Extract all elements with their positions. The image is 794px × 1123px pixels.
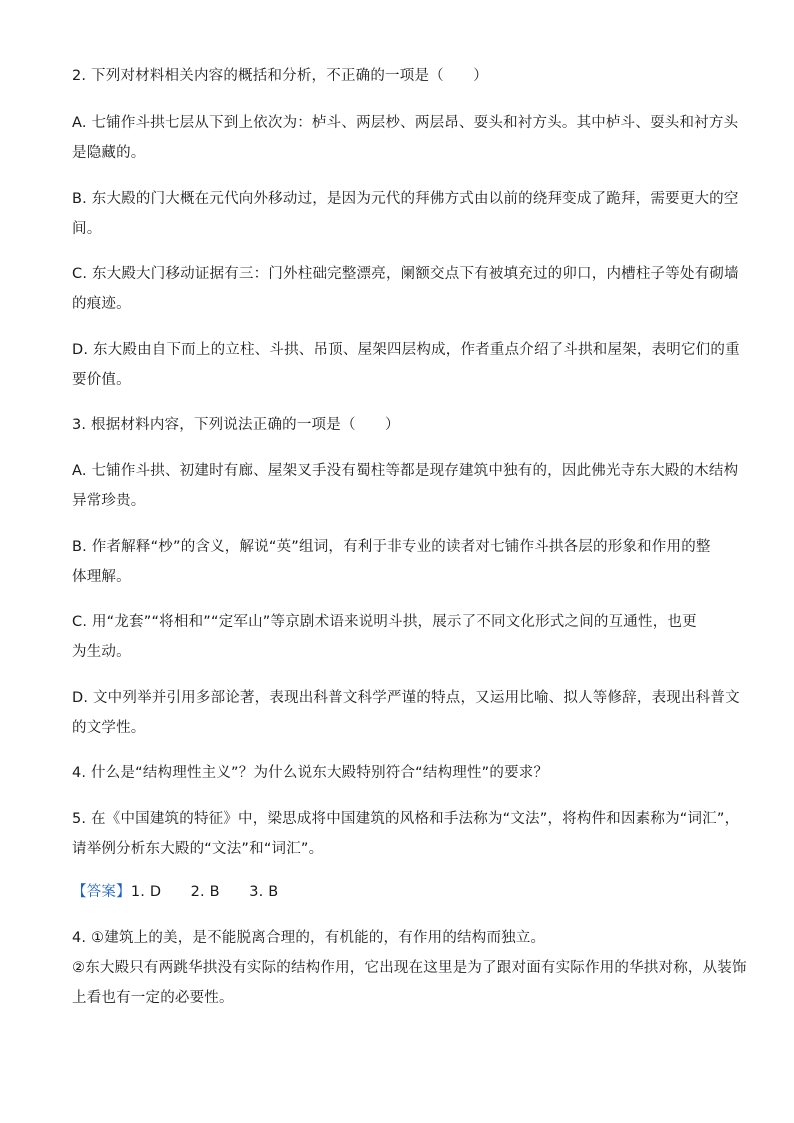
- q2-option-d-line2: 要价值。: [72, 372, 131, 388]
- q3-option-a-line1: A. 七铺作斗拱、初建时有廊、屋架叉手没有蜀柱等都是现存建筑中独有的，因此佛光寺东大殿的木结构: [72, 463, 739, 479]
- q5-stem-line1: 5. 在《中国建筑的特征》中，梁思成将中国建筑的风格和手法称为“文法”，将构件和因素称为“词汇”，: [72, 811, 740, 827]
- q3-option-c-line1: C. 用“龙套”“将相和”“定军山”等京剧术语来说明斗拱，展示了不同文化形式之间的互通性，也更: [72, 614, 697, 630]
- q2-option-a-line2: 是隐藏的。: [72, 145, 146, 161]
- q4-stem: 4. 什么是“结构理性主义”？为什么说东大殿特别符合“结构理性”的要求？: [72, 765, 549, 781]
- answer4-line3: 上看也有一定的必要性。: [72, 990, 234, 1006]
- q2-option-a-line1: A. 七铺作斗拱七层从下到上依次为：栌斗、两层杪、两层昂、耍头和衬方头。其中栌斗、耍头和衬方头: [72, 115, 739, 131]
- q3-option-d-line2: 的文学性。: [72, 720, 146, 736]
- q2-option-b-line1: B. 东大殿的门大概在元代向外移动过，是因为元代的拜佛方式由以前的绕拜变成了跪拜，需要更大的空: [72, 191, 739, 207]
- answer-values: 1. D 2. B 3. B: [130, 884, 279, 900]
- q3-option-c-line2: 为生动。: [72, 644, 131, 660]
- answer-line: [72, 882, 722, 902]
- q3-stem: 3. 根据材料内容，下列说法正确的一项是（ ）: [72, 417, 400, 433]
- q2-option-c-line1: C. 东大殿大门移动证据有三：门外柱础完整漂亮，阑额交点下有被填充过的卯口，内槽柱子等处有砌墙: [72, 266, 739, 282]
- q2-option-c-line2: 的痕迹。: [72, 296, 131, 312]
- q2-stem: 2. 下列对材料相关内容的概括和分析，不正确的一项是（ ）: [72, 68, 488, 84]
- answer4-line1: 4. ①建筑上的美，是不能脱离合理的，有机能的，有作用的结构而独立。: [72, 930, 546, 946]
- answer-tag: 【答案】: [72, 884, 131, 900]
- q3-option-a-line2: 异常珍贵。: [72, 493, 146, 509]
- q2-option-d-line1: D. 东大殿由自下而上的立柱、斗拱、吊顶、屋架四层构成，作者重点介绍了斗拱和屋架，表明它们的重: [72, 342, 740, 358]
- q3-option-b-line2: 体理解。: [72, 569, 131, 585]
- q3-option-d-line1: D. 文中列举并引用多部论著，表现出科普文科学严谨的特点，又运用比喻、拟人等修辞，表现出科普文: [72, 690, 740, 706]
- q3-option-b-line1: B. 作者解释“杪”的含义，解说“英”组词，有利于非专业的读者对七铺作斗拱各层的形象和作用的整: [72, 539, 711, 555]
- answer4-line2: ②东大殿只有两跳华拱没有实际的结构作用，它出现在这里是为了跟对面有实际作用的华拱对称，从装饰: [72, 960, 747, 976]
- q2-option-b-line2: 间。: [72, 221, 102, 237]
- q5-stem-line2: 请举例分析东大殿的“文法”和“词汇”。: [72, 841, 324, 857]
